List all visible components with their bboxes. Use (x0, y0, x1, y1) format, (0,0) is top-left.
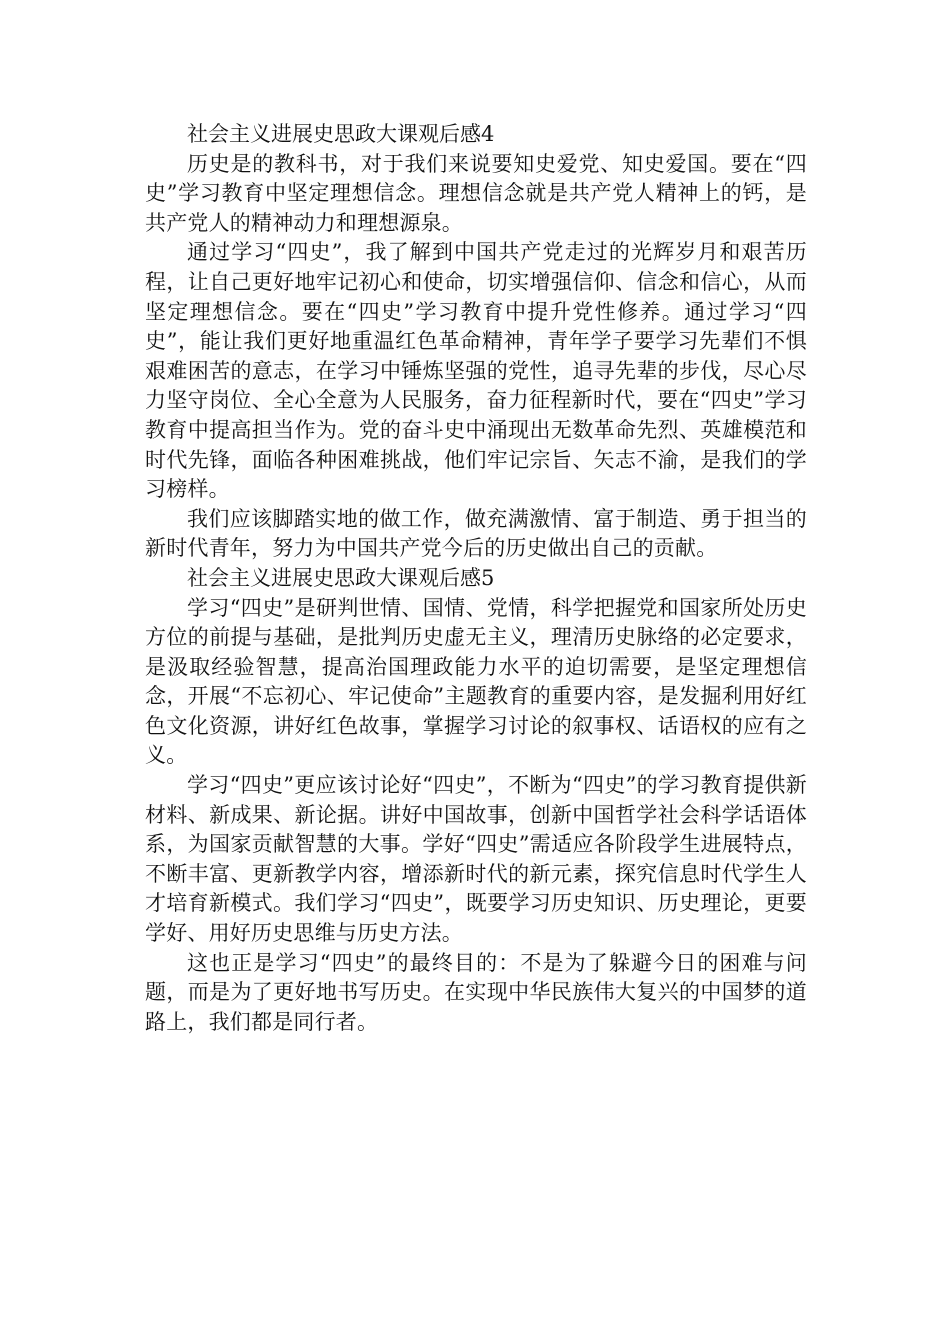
paragraph: 学习“四史”是研判世情、国情、党情，科学把握党和国家所处历史方位的前提与基础，是批判历史虚无主义，理清历史脉络的必定要求，是汲取经验智慧，提高治国理政能力水平的迫切需要，是坚定理想信念，开展“不忘初心、牢记使命”主题教育的重要内容，是发掘利用好红色文化资源，讲好红色故事，掌握学习讨论的叙事权、话语权的应有之义。 (145, 595, 807, 768)
paragraph: 我们应该脚踏实地的做工作，做充满激情、富于制造、勇于担当的新时代青年，努力为中国共产党今后的历史做出自己的贡献。 (145, 506, 807, 561)
section-heading: 社会主义进展史思政大课观后感5 (187, 565, 495, 590)
section-heading: 社会主义进展史思政大课观后感4 (187, 122, 495, 146)
paragraph: 学习“四史”更应该讨论好“四史”，不断为“四史”的学习教育提供新材料、新成果、新论据。讲好中国故事，创新中国哲学社会科学话语体系，为国家贡献智慧的大事。学好“四史”需适应各阶段学生进展特点，不断丰富、更新教学内容，增添新时代的新元素，探究信息时代学生人才培育新模式。我们学习“四史”，既要学习历史知识、历史理论，更要学好、用好历史思维与历史方法。 (145, 773, 807, 946)
paragraph: 这也正是学习“四史”的最终目的：不是为了躲避今日的困难与问题，而是为了更好地书写历史。在实现中华民族伟大复兴的中国梦的道路上，我们都是同行者。 (145, 950, 807, 1034)
paragraph: 历史是的教科书，对于我们来说要知史爱党、知史爱国。要在“四史”学习教育中坚定理想信念。理想信念就是共产党人精神上的钙，是共产党人的精神动力和理想源泉。 (145, 151, 807, 235)
paragraph: 通过学习“四史”，我了解到中国共产党走过的光辉岁月和艰苦历程，让自己更好地牢记初心和使命，切实增强信仰、信念和信心，从而坚定理想信念。要在“四史”学习教育中提升党性修养。通过学习“四史”，能让我们更好地重温红色革命精神，青年学子要学习先辈们不惧艰难困苦的意志，在学习中锤炼坚强的党性，追寻先辈的步伐，尽心尽力坚守岗位、全心全意为人民服务，奋力征程新时代，要在“四史”学习教育中提高担当作为。党的奋斗史中涌现出无数革命先烈、英雄模范和时代先锋，面临各种困难挑战，他们牢记宗旨、矢志不渝，是我们的学习榜样。 (145, 240, 807, 502)
document-page (145, 120, 807, 1037)
